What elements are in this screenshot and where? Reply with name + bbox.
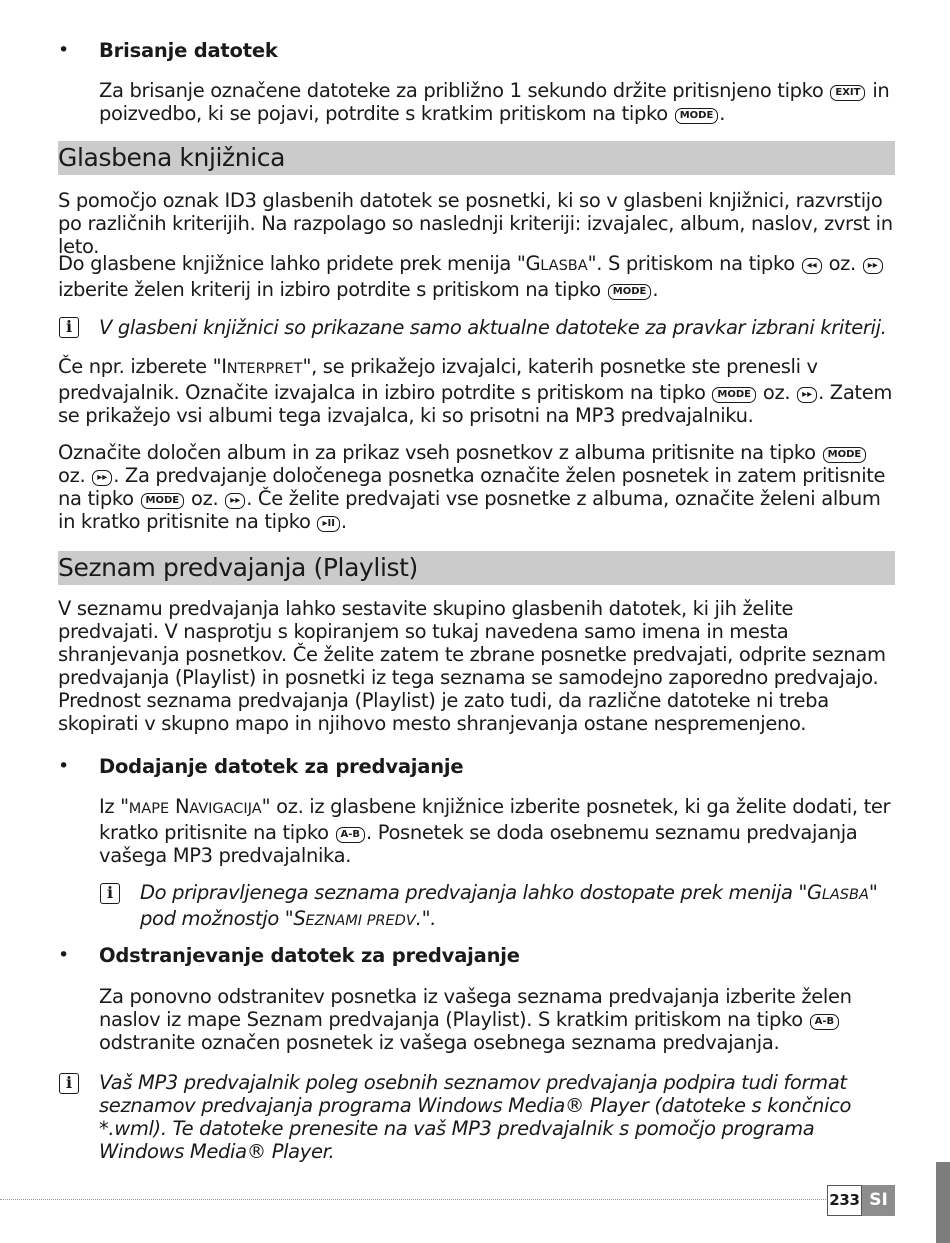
bullet-heading-brisanje: Brisanje datotek — [99, 39, 278, 62]
bullet-heading-odstranjevanje: Odstranjevanje datotek za predvajanje — [99, 944, 520, 967]
fast-forward-key-icon: ▸▸ — [92, 470, 112, 486]
info-icon: i — [59, 317, 79, 338]
paragraph-playlist-add: Iz "MAPE NAVIGACIJA" oz. iz glasbene knjižnice izberite posnetek, ki ga želite dodati, ter kratko pritisnite na tipko A-B . Posnetek se doda osebnemu seznamu predvajanja vašega MP3 predvajalnika. — [99, 795, 891, 867]
footer-dotted-rule — [0, 1199, 826, 1200]
mode-key-icon: MODE — [141, 493, 185, 509]
mode-key-icon: MODE — [608, 284, 652, 300]
bullet-icon: • — [58, 755, 70, 777]
play-pause-key-icon: ▸II — [317, 516, 339, 532]
paragraph-knjiznica-intro: S pomočjo oznak ID3 glasbenih datotek se posnetki, ki so v glasbeni knjižnici, razvrstijo po različnih kriterijih. Na razpolago so naslednji kriteriji: izvajalec, album, naslov, zvrst in leto. — [58, 189, 893, 258]
paragraph-playlist-remove: Za ponovno odstranitev posnetka iz vašega seznama predvajanja izberite želen naslov iz mape Seznam predvajanja (Playlist). S kratkim pritiskom na tipko A-B odstranite označen posnetek iz vašega osebnega seznama predvajanja. — [99, 985, 852, 1054]
language-badge: SI — [862, 1185, 895, 1216]
paragraph-knjiznica-interpret: Če npr. izberete "INTERPRET", se prikažejo izvajalci, katerih posnetke ste prenesli v predvajalnik. Označite izvajalca in izbiro potrdite s pritiskom na tipko MODE oz. ▸▸ . Zatem se prikažejo vsi albumi tega izvajalca, ki so prisotni na MP3 predvajalniku. — [58, 355, 893, 427]
fast-forward-key-icon: ▸▸ — [797, 387, 817, 403]
note-knjiznica: V glasbeni knjižnici so prikazane samo aktualne datoteke za pravkar izbrani kriterij. — [99, 316, 887, 339]
fast-forward-key-icon: ▸▸ — [863, 258, 883, 274]
info-icon: i — [59, 1073, 79, 1094]
paragraph-brisanje: Za brisanje označene datoteke za približno 1 sekundo držite pritisnjeno tipko EXIT in poizvedbo, ki se pojavi, potrdite s kratkim pritiskom na tipko MODE . — [99, 79, 890, 125]
paragraph-playlist-intro: V seznamu predvajanja lahko sestavite skupino glasbenih datotek, ki jih želite predvajati. V nasprotju s kopiranjem so tukaj navedena samo imena in mesta shranjevanja posnetkov. Če želite zatem te zbrane posnetke predvajati, odprite seznam predvajanja (Playlist) in posnetki iz tega seznama se samodejno zaporedno predvajajo. Prednost seznama predvajanja (Playlist) je zato tudi, da različne datoteke ni treba skopirati v skupno mapo in njihovo mesto shranjevanja ostane nespremenjeno. — [58, 597, 886, 735]
note-playlist-format: Vaš MP3 predvajalnik poleg osebnih seznamov predvajanja podpira tudi format seznamov predvajanja programa Windows Media® Player (datoteke s končnico *.wml). Te datoteke prenesite na vaš MP3 predvajalnik s pomočjo programa Windows Media® Player. — [99, 1071, 852, 1163]
exit-key-icon: EXIT — [830, 85, 865, 101]
edge-tab — [936, 1162, 950, 1243]
section-title-seznam-predvajanja: Seznam predvajanja (Playlist) — [58, 551, 895, 585]
mode-key-icon: MODE — [712, 387, 756, 403]
fast-forward-key-icon: ▸▸ — [225, 493, 245, 509]
note-playlist-add: Do pripravljenega seznama predvajanja lahko dostopate prek menija "GLASBA" pod možnostjo "SEZNAMI PREDV.". — [140, 881, 878, 930]
bullet-icon: • — [58, 944, 70, 966]
a-b-key-icon: A-B — [336, 827, 366, 843]
section-title-glasbena-knjiznica: Glasbena knjižnica — [58, 141, 895, 175]
rewind-key-icon: ◂◂ — [802, 258, 822, 274]
info-icon: i — [100, 883, 120, 904]
page-number: 233 — [827, 1185, 862, 1216]
a-b-key-icon: A-B — [810, 1014, 840, 1030]
mode-key-icon: MODE — [675, 108, 719, 124]
bullet-heading-dodajanje: Dodajanje datotek za predvajanje — [99, 755, 464, 778]
paragraph-knjiznica-album: Označite določen album in za prikaz vseh posnetkov z albuma pritisnite na tipko MODE oz. ▸▸ . Za predvajanje določenega posnetka označite želen posnetek in zatem pritisnite na tipko MODE oz. ▸▸ . Če želite predvajati vse posnetke z albuma, označite želeni album in kratko pritisnite na tipko ▸II . — [58, 441, 886, 533]
paragraph-knjiznica-access: Do glasbene knjižnice lahko pridete prek menija "GLASBA". S pritiskom na tipko ◂◂ oz. ▸▸ izberite želen kriterij in izbiro potrdite s pritiskom na tipko MODE . — [58, 252, 898, 301]
mode-key-icon: MODE — [823, 447, 867, 463]
bullet-icon: • — [58, 39, 70, 61]
